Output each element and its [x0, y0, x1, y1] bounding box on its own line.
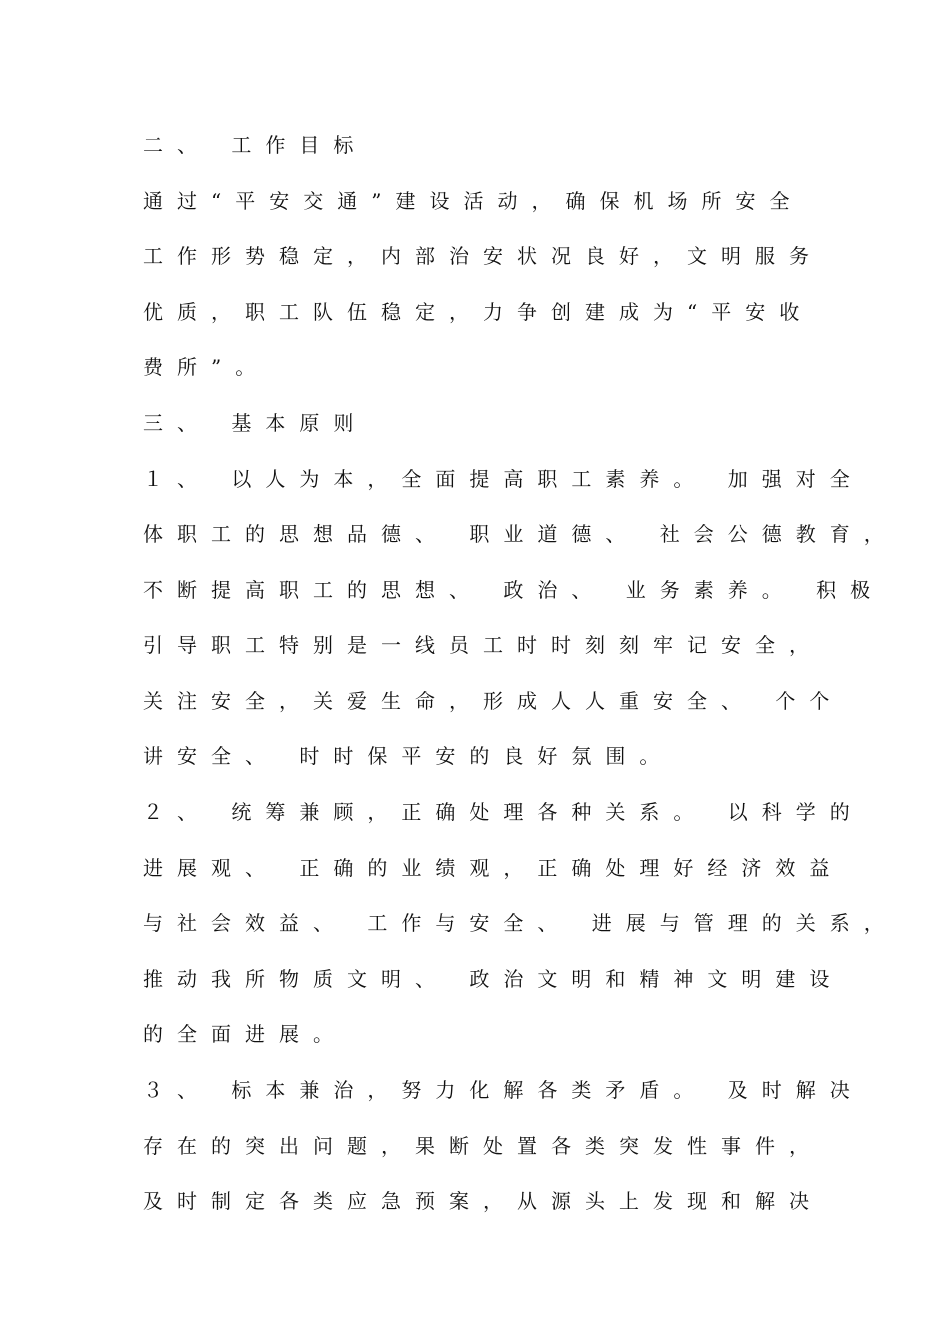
paragraph-line: １、 以人为本，全面提高职工素养。 加强对全: [143, 467, 864, 491]
paragraph-line: 推动我所物质文明、 政治文明和精神文明建设: [143, 967, 844, 991]
paragraph-line: 存在的突出问题，果断处置各类突发性事件，: [143, 1134, 823, 1158]
paragraph-line: 进展观、 正确的业绩观，正确处理好经济效益: [143, 856, 844, 880]
paragraph-line: 引导职工特别是一线员工时时刻刻牢记安全，: [143, 633, 823, 657]
paragraph-line: ３、 标本兼治，努力化解各类矛盾。 及时解决: [143, 1078, 864, 1102]
paragraph-line: 工作形势稳定，内部治安状况良好，文明服务: [143, 244, 823, 268]
section-heading-principles: 三、 基本原则: [143, 411, 368, 435]
paragraph-line: 关注安全，关爱生命，形成人人重安全、 个个: [143, 689, 844, 713]
paragraph-line: 不断提高职工的思想、 政治、 业务素养。 积极: [143, 578, 885, 602]
paragraph-line: 通过“平安交通”建设活动，确保机场所安全: [143, 189, 804, 213]
paragraph-line: 费所”。: [143, 355, 270, 379]
paragraph-line: 讲安全、 时时保平安的良好氛围。: [143, 744, 674, 768]
paragraph-line: 的全面进展。: [143, 1022, 347, 1046]
paragraph-line: 优质，职工队伍稳定，力争创建成为“平安收: [143, 300, 814, 324]
section-heading-goals: 二、 工作目标: [143, 133, 368, 157]
paragraph-line: 及时制定各类应急预案，从源头上发现和解决: [143, 1189, 823, 1213]
paragraph-line: 体职工的思想品德、 职业道德、 社会公德教育，: [143, 522, 898, 546]
paragraph-line: ２、 统筹兼顾，正确处理各种关系。 以科学的: [143, 800, 864, 824]
paragraph-line: 与社会效益、 工作与安全、 进展与管理的关系，: [143, 911, 898, 935]
